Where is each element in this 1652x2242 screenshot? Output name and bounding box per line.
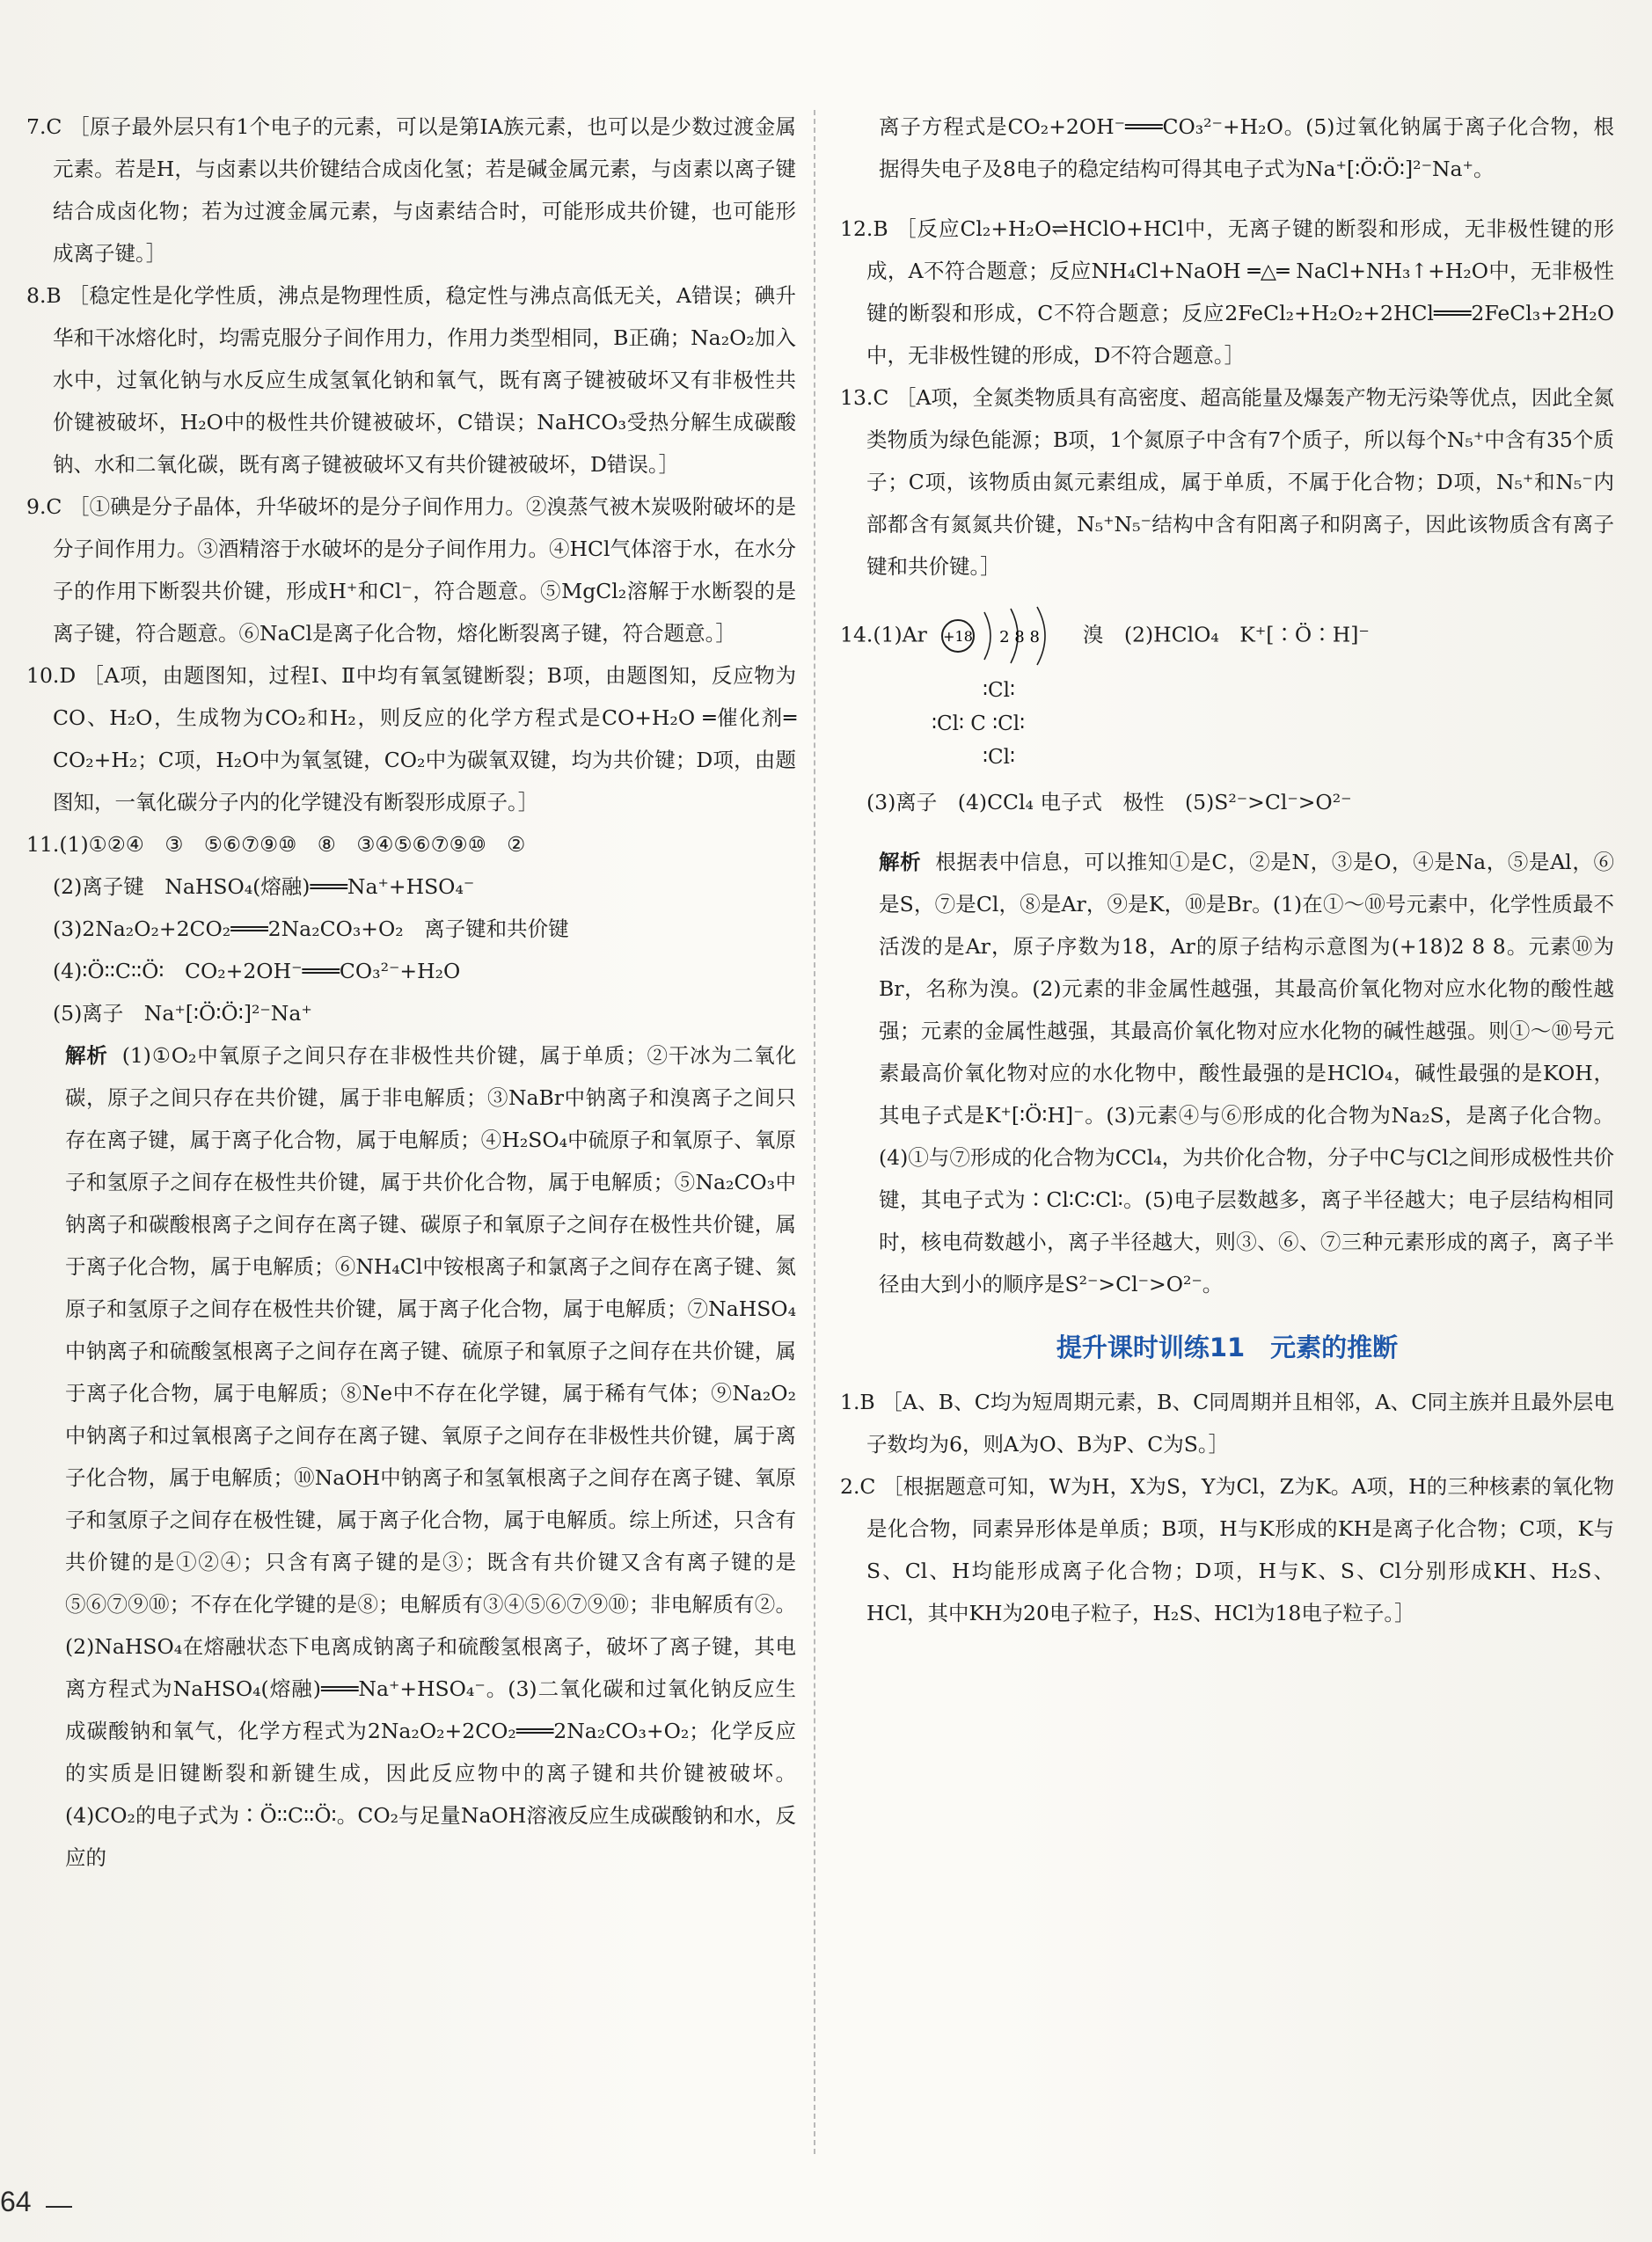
analysis-text: (1)①O₂中氧原子之间只存在非极性共价键，属于单质；②干冰为二氧化碳，原子之间只存在共价键，属于非电解质；③NaBr中钠离子和溴离子之间只存在离子键，属于离子化合物，属于电解质；④H₂SO₄中硫原子和氧原子、氧原子和氢原子之间存在极性共价键，属于共价化合物，属于电解质；⑤Na₂CO₃中钠离子和碳酸根离子之间存在离子键、碳原子和氧原子之间存在极性共价键，属于离子化合物，属于电解质；⑥NH₄Cl中铵根离子和氯离子之间存在离子键、氮原子和氢原子之间存在极性共价键，属于离子化合物，属于电解质；⑦NaHSO₄中钠离子和硫酸氢根离子之间存在离子键、硫原子和氧原子之间存在共价键，属于离子化合物，属于电解质；⑧Ne中不存在化学键，属于稀有气体；⑨Na₂O₂中钠离子和过氧根离子之间存在离子键、氧原子之间存在非极性共价键，属于离子化合物，属于电解质；⑩NaOH中钠离子和氢氧根离子之间存在离子键、氧原子和氢原子之间存在极性键，属于离子化合物，属于电解质。综上所述，只含有共价键的是①②④；只含有离子键的是③；既含有共价键又含有离子键的是⑤⑥⑦⑨⑩；不存在化学键的是⑧；电解质有③④⑤⑥⑦⑨⑩；非电解质有②。(2)NaHSO₄在熔融状态下电离成钠离子和硫酸氢根离子，破坏了离子键，其电离方程式为NaHSO₄(熔融)═══Na⁺+HSO₄⁻。(3)二氧化碳和过氧化钠反应生成碳酸钠和氧气，化学方程式为2Na₂O₂+2CO₂═══2Na₂CO₃+O₂；化学反应的实质是旧键断裂和新键生成，因此反应物中的离子键和共价键被破坏。(4)CO₂的电子式为∶Ö∶∶C∶∶Ö∶。CO₂与足量NaOH溶液反应生成碳酸钠和水，反应的 (65, 1043, 796, 1870)
ccl4-top: ∶Cl∶ (983, 679, 1015, 702)
analysis-text: 根据表中信息，可以推知①是C，②是N，③是O，④是Na，⑤是Al，⑥是S，⑦是Cl，⑧是Ar，⑨是K，⑩是Br。(1)在①～⑩号元素中，化学性质最不活泼的是Ar，原子序数为18，Ar的原子结构示意图为(+18)2 8 8。元素⑩为Br，名称为溴。(2)元素的非金属性越强，其最高价氧化物对应水化物的酸性越强；元素的金属性越强，其最高价氧化物对应水化物的碱性越强。则①～⑩号元素最高价氧化物对应的水化物中，酸性最强的是HClO₄，碱性最强的是KOH，其电子式是K⁺[∶Ö∶H]⁻。(3)元素④与⑥形成的化合物为Na₂S，是离子化合物。(4)①与⑦形成的化合物为CCl₄，为共价化合物，分子中C与Cl之间形成极性共价键，其电子式为∶Cl∶C∶Cl∶。(5)电子层数越多，离子半径越大；电子层结构相同时，核电荷数越小，离子半径越大，则③、⑥、⑦三种元素形成的离子，离子半径由大到小的顺序是S²⁻>Cl⁻>O²⁻。 (879, 850, 1614, 1296)
answer-q14-prefix: 14.(1)Ar (840, 622, 927, 647)
right-column (840, 106, 1614, 2163)
answer-q12: 12.B ［反应Cl₂+H₂O⇌HClO+HCl中，无离子键的断裂和形成，无非极性键的形成，A不符合题意；反应NH₄Cl+NaOH ═△═ NaCl+NH₃↑+H₂O中，无非极性键的断裂和形成，C不符合题意；反应2FeCl₂+H₂O₂+2HCl═══2FeCl₃+2H₂O中，无非极性键的形成，D不符合题意。］ (840, 216, 1614, 368)
answer-q7: 7.C ［原子最外层只有1个电子的元素，可以是第ⅠA族元素，也可以是少数过渡金属元素。若是H，与卤素以共价键结合成卤化氢；若是碱金属元素，与卤素以离子键结合成卤化物；若为过渡金属元素，与卤素结合时，可能形成共价键，也可能形成离子键。］ (26, 114, 796, 266)
answer-q11-part1: 11.(1)①②④ ③ ⑤⑥⑦⑨⑩ ⑧ ③④⑤⑥⑦⑨⑩ ② (26, 832, 526, 857)
answer-q11-part3: (3)2Na₂O₂+2CO₂═══2Na₂CO₃+O₂ 离子键和共价键 (53, 917, 569, 941)
answer-q11 (26, 823, 796, 1034)
analysis-q11-continued: 离子方程式是CO₂+2OH⁻═══CO₃²⁻+H₂O。(5)过氧化钠属于离子化合物，根据得失电子及8电子的稳定结构可得其电子式为Na⁺[∶Ö∶Ö∶]²⁻Na⁺。 (879, 114, 1614, 181)
analysis-label: 解析 (879, 850, 922, 874)
answer-s2: 2.C ［根据题意可知，W为H，X为S，Y为Cl，Z为K。A项，H的三种核素的氧化物是化合物，同素异形体是单质；B项，H与K形成的KH是离子化合物；C项，K与S、Cl、H均能形成离子化合物；D项，H与K、S、Cl分别形成KH、H₂S、HCl，其中KH为20电子粒子，H₂S、HCl为18电子粒子。］ (840, 1474, 1614, 1625)
answer-q14-rest: 溴 (2)HClO₄ K⁺[∶Ö∶H]⁻ (1082, 622, 1370, 647)
answer-q14-part3: (3)离子 (4)CCl₄ 电子式 极性 (5)S²⁻>Cl⁻>O²⁻ (866, 790, 1352, 814)
answer-q11-part4: (4)∶Ö∶∶C∶∶Ö∶ CO₂+2OH⁻═══CO₃²⁻+H₂O (53, 959, 461, 983)
section-title: 提升课时训练11 元素的推断 (1056, 1333, 1399, 1362)
atom-shell-electrons: 2 8 8 (999, 628, 1041, 646)
answer-q9: 9.C ［①碘是分子晶体，升华破坏的是分子间作用力。②溴蒸气被木炭吸附破坏的是分子间作用力。③酒精溶于水破坏的是分子间作用力。④HCl气体溶于水，在水分子的作用下断裂共价键，形成H⁺和Cl⁻，符合题意。⑤MgCl₂溶解于水断裂的是离子键，符合题意。⑥NaCl是离子化合物，熔化断裂离子键，符合题意。］ (26, 494, 796, 646)
ccl4-bottom: ∶Cl∶ (983, 746, 1015, 769)
column-divider (814, 110, 815, 2154)
atom-nucleus-label: +18 (943, 628, 974, 645)
analysis-q11 (26, 1034, 796, 1879)
atom-structure-diagram (939, 605, 1071, 667)
answer-q14-part1 (840, 605, 1614, 667)
ccl4-middle: ∶Cl∶ C ∶Cl∶ (932, 712, 1026, 735)
ccl4-electron-formula (879, 674, 1614, 774)
page-number: 64 (0, 2186, 32, 2217)
answer-q13: 13.C ［A项，全氮类物质具有高密度、超高能量及爆轰产物无污染等优点，因此全氮类物质为绿色能源；B项，1个氮原子中含有7个质子，所以每个N₅⁺中含有35个质子；C项，该物质由氮元素组成，属于单质，不属于化合物；D项，N₅⁺和N₅⁻内部都含有氮氮共价键，N₅⁺N₅⁻结构中含有阳离子和阴离子，因此该物质含有离子键和共价键。］ (840, 385, 1614, 579)
answer-q8: 8.B ［稳定性是化学性质，沸点是物理性质，稳定性与沸点高低无关，A错误；碘升华和干冰熔化时，均需克服分子间作用力，作用力类型相同，B正确；Na₂O₂加入水中，过氧化钠与水反应生成氢氧化钠和氧气，既有离子键被破坏又有非极性共价键被破坏，H₂O中的极性共价键被破坏，C错误；NaHCO₃受热分解生成碳酸钠、水和二氧化碳，既有离子键被破坏又有共价键被破坏，D错误。］ (26, 283, 796, 477)
answer-q11-part5: (5)离子 Na⁺[∶Ö∶Ö∶]²⁻Na⁺ (53, 1001, 312, 1026)
analysis-q14 (840, 841, 1614, 1305)
answer-q10: 10.D ［A项，由题图知，过程Ⅰ、Ⅱ中均有氧氢键断裂；B项，由题图知，反应物为CO、H₂O，生成物为CO₂和H₂，则反应的化学方程式是CO+H₂O ═催化剂═ CO₂+H₂；C项，H₂O中为氧氢键，CO₂中为碳氧双键，均为共价键；D项，由题图知，一氧化碳分子内的化学键没有断裂形成原子。］ (26, 663, 796, 814)
answer-q11-part2: (2)离子键 NaHSO₄(熔融)═══Na⁺+HSO₄⁻ (53, 874, 475, 899)
footer-rule (46, 2206, 72, 2208)
answer-s1: 1.B ［A、B、C均为短周期元素，B、C同周期并且相邻，A、C同主族并且最外层电子数均为6，则A为O、B为P、C为S。］ (840, 1390, 1614, 1457)
analysis-label: 解析 (65, 1043, 108, 1068)
left-column (26, 106, 796, 2163)
